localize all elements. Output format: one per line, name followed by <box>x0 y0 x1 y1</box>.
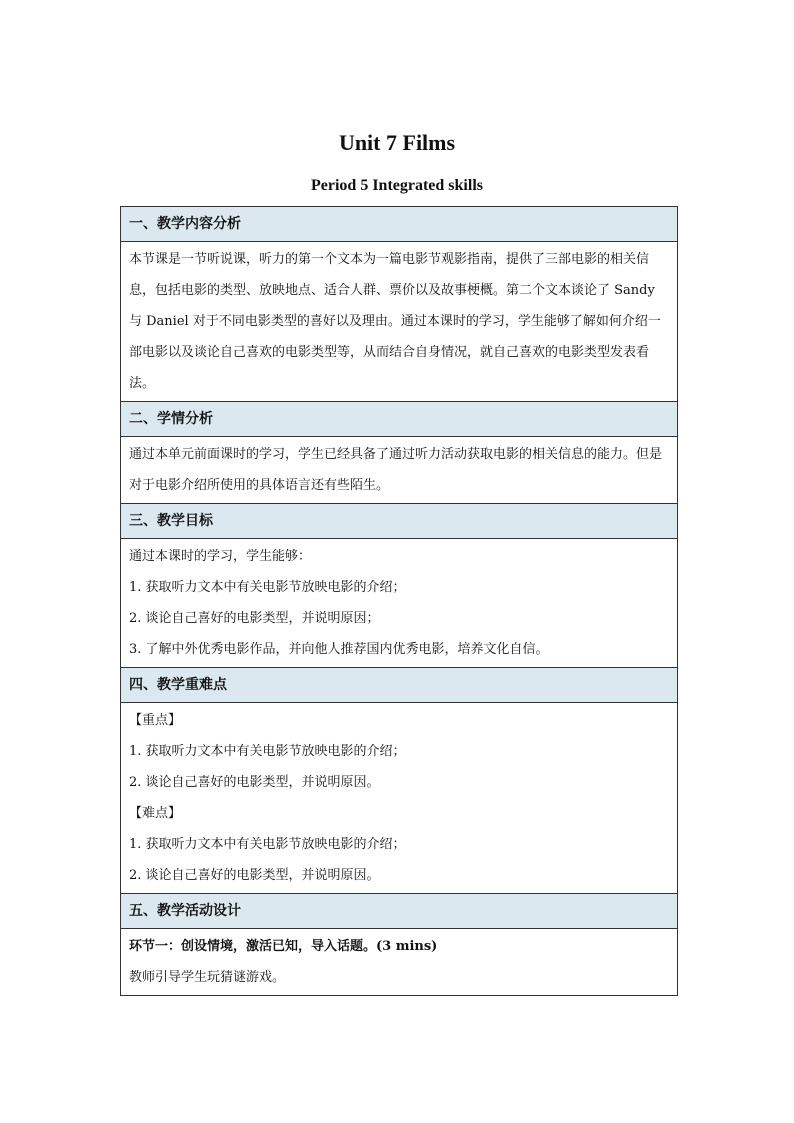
objective-item: 3. 了解中外优秀电影作品，并向他人推荐国内优秀电影，培养文化自信。 <box>129 642 549 657</box>
objectives-body <box>121 539 678 668</box>
activities-body <box>121 929 678 996</box>
document-subtitle: Period 5 Integrated skills <box>311 177 483 194</box>
objectives-intro: 通过本课时的学习，学生能够： <box>129 549 312 564</box>
difficult-item: 1. 获取听力文本中有关电影节放映电影的介绍； <box>129 837 406 852</box>
key-points-body <box>121 703 678 894</box>
objectives-heading: 三、教学目标 <box>121 504 678 539</box>
key-item: 1. 获取听力文本中有关电影节放映电影的介绍； <box>129 744 406 759</box>
section-body-row <box>121 703 678 894</box>
learner-analysis-text: 通过本单元前面课时的学习，学生已经具备了通过听力活动获取电影的相关信息的能力。但是对于电影介绍所使用的具体语言还有些陌生。 <box>129 447 663 493</box>
objective-item: 2. 谈论自己喜好的电影类型，并说明原因； <box>129 611 380 626</box>
content-analysis-heading: 一、教学内容分析 <box>121 207 678 242</box>
difficult-label: 【难点】 <box>129 806 182 821</box>
key-item: 2. 谈论自己喜好的电影类型，并说明原因。 <box>129 775 380 790</box>
document-title: Unit 7 Films <box>338 130 456 155</box>
learner-analysis-heading: 二、学情分析 <box>121 402 678 437</box>
key-label: 【重点】 <box>129 713 182 728</box>
activity-step-title: 环节一：创设情境，激活已知，导入话题。(3 mins) <box>129 939 438 954</box>
key-points-heading: 四、教学重难点 <box>121 668 678 703</box>
activity-step-text: 教师引导学生玩猜谜游戏。 <box>129 970 286 985</box>
section-header-row <box>121 504 678 539</box>
section-header-row <box>121 402 678 437</box>
section-body-row <box>121 929 678 996</box>
difficult-item: 2. 谈论自己喜好的电影类型，并说明原因。 <box>129 868 380 883</box>
content-analysis-body <box>121 242 678 402</box>
section-header-row <box>121 207 678 242</box>
lesson-plan-table <box>120 206 678 996</box>
section-body-row <box>121 539 678 668</box>
section-body-row <box>121 437 678 504</box>
section-header-row <box>121 668 678 703</box>
section-header-row <box>121 894 678 929</box>
objective-item: 1. 获取听力文本中有关电影节放映电影的介绍； <box>129 580 406 595</box>
section-body-row <box>121 242 678 402</box>
content-analysis-text: 本节课是一节听说课，听力的第一个文本为一篇电影节观影指南，提供了三部电影的相关信息，包括电影的类型、放映地点、适合人群、票价以及故事梗概。第二个文本谈论了 Sandy 与 Daniel 对于不同电影类型的喜好以及理由。通过本课时的学习，学生能够了解如何介绍一部电影以及谈论自己喜欢的电影类型等，从而结合自身情况，就自己喜欢的电影类型发表看法。 <box>129 252 661 391</box>
learner-analysis-body <box>121 437 678 504</box>
activities-heading: 五、教学活动设计 <box>121 894 678 929</box>
